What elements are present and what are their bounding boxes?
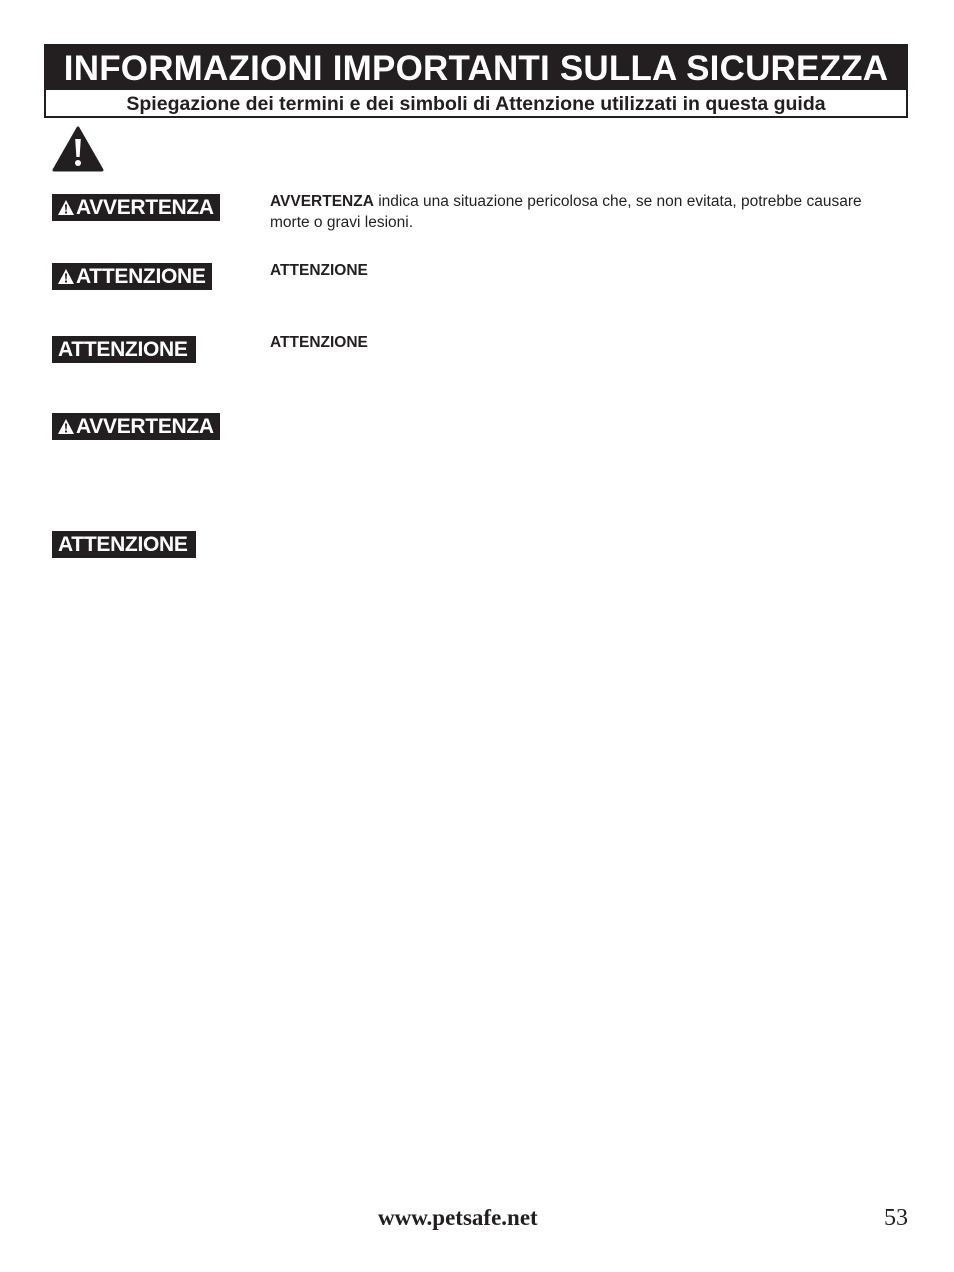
label-text: AVVERTENZA — [76, 196, 214, 219]
description-text: indica una situazione pericolosa che, se non evitata, potrebbe causare morte o gravi lesioni. — [270, 193, 862, 231]
description-term: AVVERTENZA — [270, 193, 374, 210]
label-avvertenza-with-symbol — [52, 194, 220, 221]
warning-triangle-icon — [57, 268, 75, 285]
label-attenzione-no-symbol — [52, 336, 196, 363]
avvertenza-description — [270, 191, 890, 233]
footer-url: www.petsafe.net — [378, 1205, 538, 1230]
label-text: ATTENZIONE — [76, 265, 206, 288]
label-attenzione-no-symbol — [52, 531, 196, 558]
page-number: 53 — [884, 1205, 908, 1231]
page-title: INFORMAZIONI IMPORTANTI SULLA SICUREZZA — [46, 46, 906, 90]
attenzione-symbol-description — [270, 260, 890, 281]
description-term: ATTENZIONE — [270, 334, 368, 351]
warning-triangle-icon — [52, 126, 104, 172]
description-term: ATTENZIONE — [270, 262, 368, 279]
warning-triangle-icon — [57, 199, 75, 216]
warning-triangle-icon — [57, 418, 75, 435]
label-avvertenza-with-symbol — [52, 413, 220, 440]
safety-header — [44, 44, 908, 118]
label-text: AVVERTENZA — [76, 415, 214, 438]
page-subtitle: Spiegazione dei termini e dei simboli di Attenzione utilizzati in questa guida — [126, 93, 826, 115]
label-text: ATTENZIONE — [58, 533, 188, 556]
label-attenzione-with-symbol — [52, 263, 212, 290]
attenzione-description — [270, 332, 890, 353]
label-text: ATTENZIONE — [58, 338, 188, 361]
